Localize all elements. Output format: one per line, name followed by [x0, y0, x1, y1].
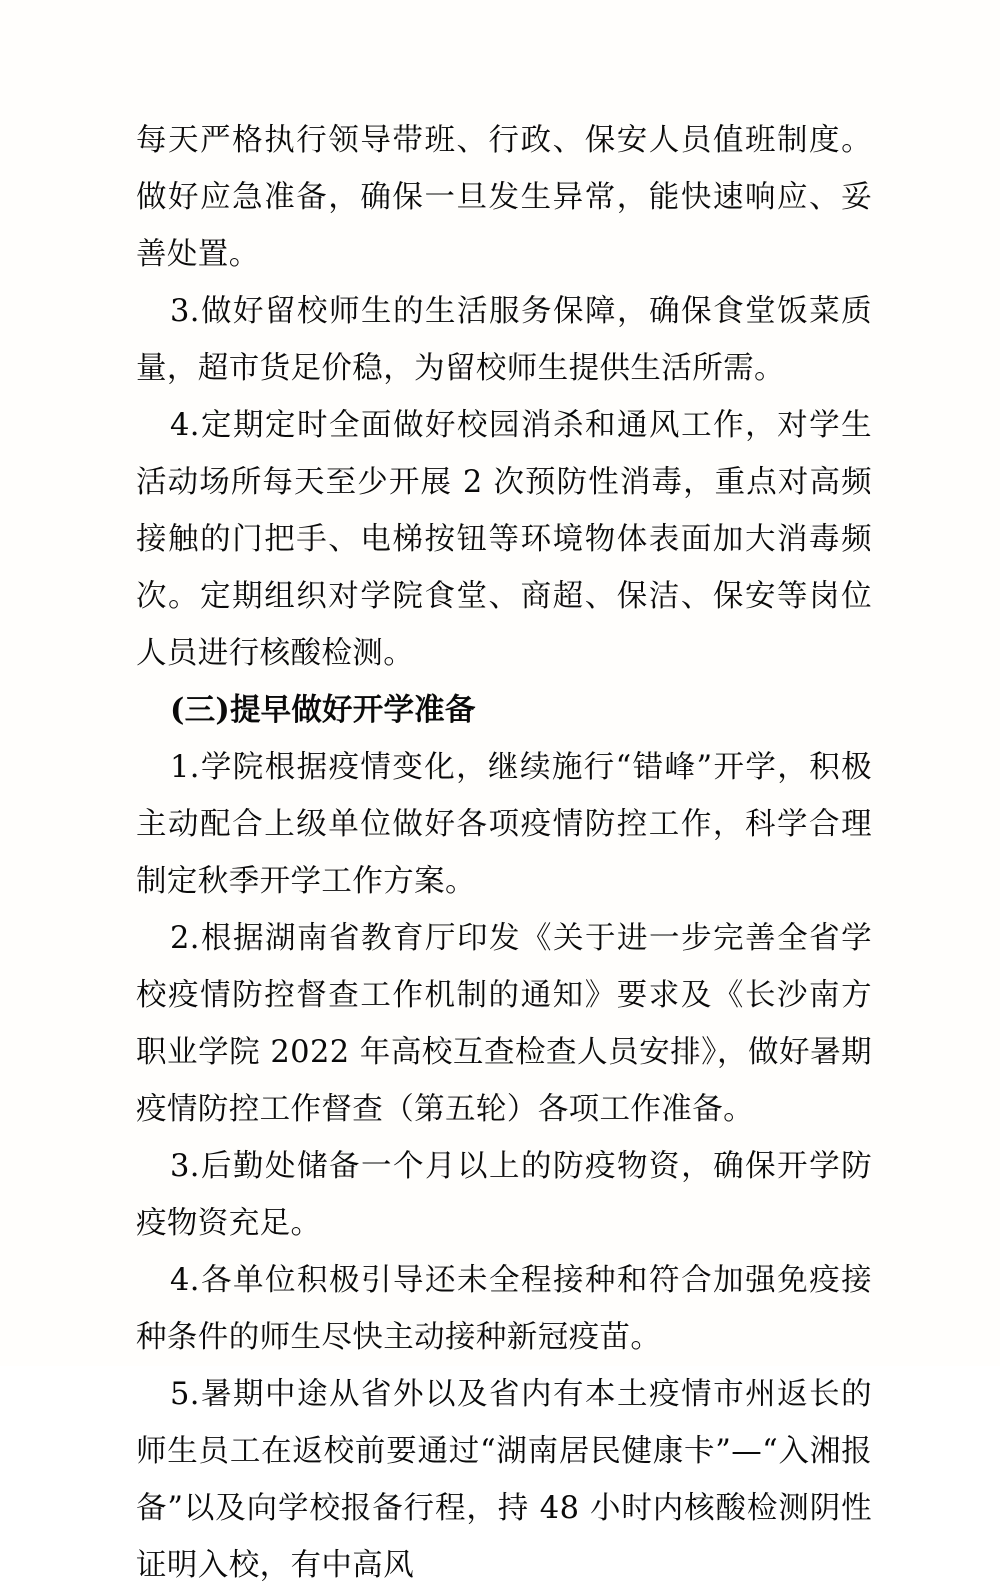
paragraph-item-2-supervision-notice: 2.根据湖南省教育厅印发《关于进一步完善全省学校疫情防控督查工作机制的通知》要求及《长沙南方职业学院 2022 年高校互查检查人员安排》，做好暑期疫情防控工作督查（第五轮）各项工作准备。: [136, 921, 872, 1127]
paragraph-item-1-staggered-opening: 1.学院根据疫情变化，继续施行“错峰”开学，积极主动配合上级单位做好各项疫情防控工作，科学合理制定秋季开学工作方案。: [136, 750, 872, 899]
paragraph-item-3-supplies-reserve: 3.后勤处储备一个月以上的防疫物资，确保开学防疫物资充足。: [136, 1149, 872, 1241]
paragraph-item-4-disinfection: 4.定期定时全面做好校园消杀和通风工作，对学生活动场所每天至少开展 2 次预防性消毒，重点对高频接触的门把手、电梯按钮等环境物体表面加大消毒频次。定期组织对学院食堂、商超、保洁、保安等岗位人员进行核酸检测。: [136, 408, 872, 671]
paragraph-item-4-vaccination: 4.各单位积极引导还未全程接种和符合加强免疫接种条件的师生尽快主动接种新冠疫苗。: [136, 1263, 872, 1355]
paragraph-item-5-return-report: 5.暑期中途从省外以及省内有本土疫情市州返长的师生员工在返校前要通过“湖南居民健康卡”—“入湘报备”以及向学校报备行程，持 48 小时内核酸检测阴性证明入校，有中高风: [136, 1377, 872, 1583]
heading-section-3: (三)提早做好开学准备: [170, 692, 476, 728]
paragraph-duty-system: 每天严格执行领导带班、行政、保安人员值班制度。做好应急准备，确保一旦发生异常，能快速响应、妥善处置。: [136, 123, 872, 272]
document-body: [136, 112, 872, 1594]
paragraph-item-3-life-service: 3.做好留校师生的生活服务保障，确保食堂饭菜质量，超市货足价稳，为留校师生提供生活所需。: [136, 294, 872, 386]
